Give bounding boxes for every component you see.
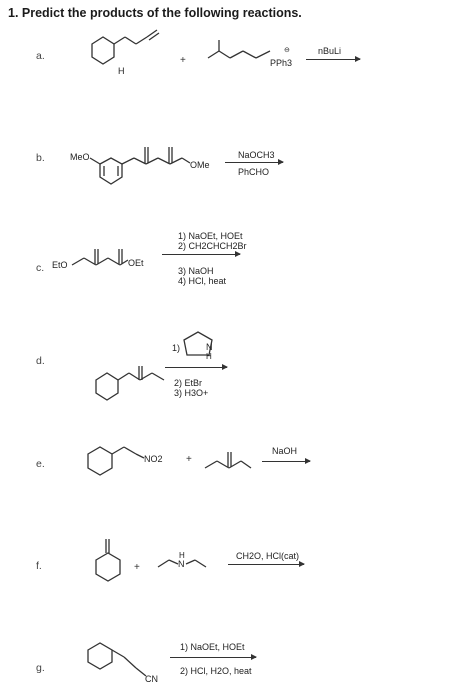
reagent-c-4: 4) HCl, heat — [178, 276, 227, 286]
atom-label-a-H: H — [118, 66, 125, 76]
structure-e-ketone — [205, 452, 251, 468]
structure-a-ylide — [208, 40, 270, 58]
reagent-d-2: 2) EtBr — [174, 378, 203, 388]
part-label-f: f. — [36, 560, 42, 572]
part-label-c: c. — [36, 262, 45, 274]
part-label-a: a. — [36, 50, 45, 62]
reagent-d-3: 3) H3O+ — [174, 388, 209, 398]
atom-label-b-MeO: MeO — [70, 152, 90, 162]
atom-label-d-H: H — [206, 352, 212, 361]
atom-label-d-N: N — [206, 342, 213, 352]
question-title: 1. Predict the products of the following reactions. — [8, 6, 302, 20]
part-label-b: b. — [36, 152, 45, 164]
atom-label-f-H: H — [179, 551, 185, 560]
structure-c-malonate — [72, 249, 128, 265]
reagent-g-2: 2) HCl, H2O, heat — [180, 666, 252, 676]
reagent-a-nBuLi: nBuLi — [318, 46, 342, 56]
plus-sign-e: + — [186, 454, 192, 465]
reaction-arrow-d — [165, 367, 227, 368]
atom-label-c-OEt: OEt — [128, 258, 144, 268]
reagent-c-1: 1) NaOEt, HOEt — [178, 231, 243, 241]
structure-f-cyclohexanone — [96, 539, 120, 581]
reagent-c-2: 2) CH2CHCH2Br — [178, 241, 247, 251]
structure-e-nitro — [88, 447, 144, 475]
reaction-arrow-c — [162, 254, 240, 255]
atom-label-c-EtO: EtO — [52, 260, 68, 270]
reaction-arrow-e — [262, 461, 310, 462]
reagent-e-1: NaOH — [272, 446, 298, 456]
part-label-e: e. — [36, 458, 45, 470]
structure-b-ketoester — [90, 147, 190, 184]
part-label-d: d. — [36, 355, 45, 367]
structure-d-ketone — [96, 366, 164, 400]
reaction-arrow-f — [228, 564, 304, 565]
atom-label-a-charge: ⊖ — [284, 47, 290, 54]
atom-label-f-N: N — [178, 559, 185, 569]
reaction-arrow-g — [170, 657, 256, 658]
atom-label-b-OMe: OMe — [190, 160, 210, 170]
reaction-arrow-a — [306, 59, 360, 60]
atom-label-a-PPh3: PPh3 — [270, 58, 293, 68]
reagent-b-1: NaOCH3 — [238, 150, 275, 160]
reagent-g-1: 1) NaOEt, HOEt — [180, 642, 245, 652]
part-label-g: g. — [36, 662, 45, 674]
plus-sign-a: + — [180, 55, 186, 66]
reagent-c-3: 3) NaOH — [178, 266, 214, 276]
reagent-d-1: 1) — [172, 343, 181, 353]
structure-g-nitrile — [88, 643, 146, 676]
reagent-b-2: PhCHO — [238, 167, 270, 177]
plus-sign-f: + — [134, 562, 140, 573]
structure-a-aldehyde — [92, 30, 159, 64]
reaction-arrow-b — [225, 162, 283, 163]
atom-label-e-NO2: NO2 — [144, 454, 163, 464]
atom-label-g-CN: CN — [145, 674, 158, 684]
reagent-f-1: CH2O, HCl(cat) — [236, 551, 300, 561]
